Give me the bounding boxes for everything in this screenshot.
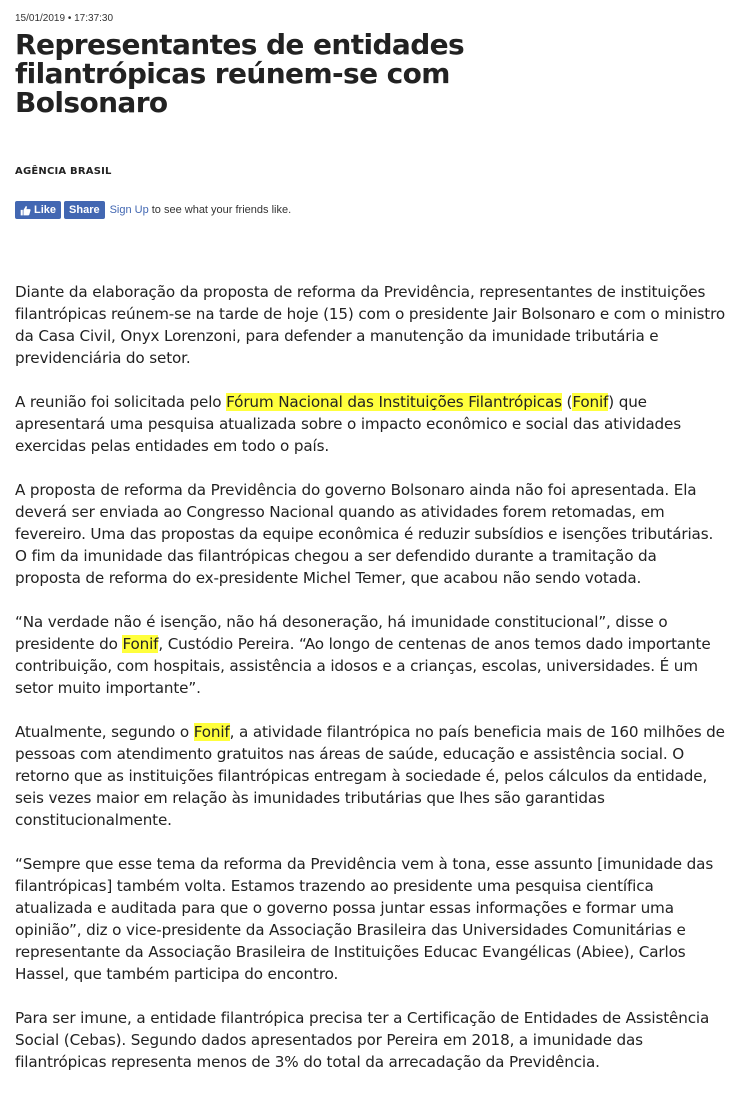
facebook-like-button[interactable] [15,201,61,219]
paragraph-6: “Sempre que esse tema da reforma da Previdência vem à tona, esse assunto [imunidade das filantrópicas] também volta. Estamos trazendo ao presidente uma pesquisa científica atualizada e auditada para que o governo possa juntar essas informações e formar uma opinião”, diz o vice-presidente da Associação Brasileira das Universidades Comunitárias e representante da Associação Brasileira de Instituições Educac Evangélicas (Abiee), Carlos Hassel, que também participa do encontro. [15,855,714,983]
title-line-1: Representantes de entidades [15,28,465,61]
facebook-signup-link[interactable]: Sign Up [109,204,149,216]
facebook-friends-text: to see what your friends like. [151,204,292,216]
paragraph-1: Diante da elaboração da proposta de reforma da Previdência, representantes de instituições filantrópicas reúnem-se na tarde de hoje (15) com o presidente Jair Bolsonaro e com o ministro da Casa Civil, Onyx Lorenzoni, para defender a manutenção da imunidade tributária e previdenciária do setor. [15,283,725,367]
article-body [15,281,727,1095]
paragraph-2 [15,391,727,457]
title-line-3: Bolsonaro [15,86,168,119]
highlight-fonif: Fonif [122,635,159,653]
paragraph-2-text-a: A reunião foi solicitada pelo [15,393,227,411]
paragraph-2-text-b: ( [561,393,573,411]
paragraph-4-text-b: , Custódio Pereira. “Ao longo de centenas de anos temos dado importante contribuição, com hospitais, assistência a idosos e a crianças, escolas, universidades. É um setor muito importante”. [15,635,711,697]
paragraph-7: Para ser imune, a entidade filantrópica precisa ter a Certificação de Entidades de Assistência Social (Cebas). Segundo dados apresentados por Pereira em 2018, a imunidade das filantrópicas representa menos de 3% do total da arrecadação da Previdência. [15,1009,710,1071]
paragraph-5-text-b: , a atividade filantrópica no país beneficia mais de 160 milhões de pessoas com atendimento gratuitos nas áreas de saúde, educação e assistência social. O retorno que as instituições filantrópicas entregam à sociedade é, pelos cálculos da entidade, seis vezes maior em relação às imunidades tributárias que lhes são garantidas constitucionalmente. [15,723,725,829]
paragraph-4 [15,611,727,699]
highlight-fonif-fullname: Fórum Nacional das Instituições Filantrópicas [226,393,562,411]
paragraph-4-text-a: “Na verdade não é isenção, não há desoneração, há imunidade constitucional”, disse o presidente do [15,613,668,653]
highlight-fonif: Fonif [193,723,230,741]
paragraph-2-text-c: ) que apresentará uma pesquisa atualizada sobre o impacto econômico e social das atividades exercidas pelas entidades em todo o país. [15,393,681,455]
article-source: AGÊNCIA BRASIL [15,166,112,177]
highlight-fonif: Fonif [572,393,609,411]
like-label: Like [34,204,57,216]
title-line-2: filantrópicas reúnem-se com [15,57,450,90]
publish-timestamp: 15/01/2019 • 17:37:30 [15,13,114,24]
page-title [15,30,727,117]
paragraph-5 [15,721,727,831]
paragraph-3: A proposta de reforma da Previdência do governo Bolsonaro ainda não foi apresentada. Ela deverá ser enviada ao Congresso Nacional quando as atividades forem retomadas, em fevereiro. Uma das propostas da equipe econômica é reduzir subsídios e isenções tributárias. O fim da imunidade das filantrópicas chegou a ser defendido durante a tramitação da proposta de reforma do ex-presidente Michel Temer, que acabou não sendo votada. [15,481,714,587]
paragraph-5-text-a: Atualmente, segundo o [15,723,194,741]
facebook-share-button[interactable]: Share [64,201,105,219]
thumbs-up-icon [20,205,31,216]
facebook-widget [15,201,291,219]
